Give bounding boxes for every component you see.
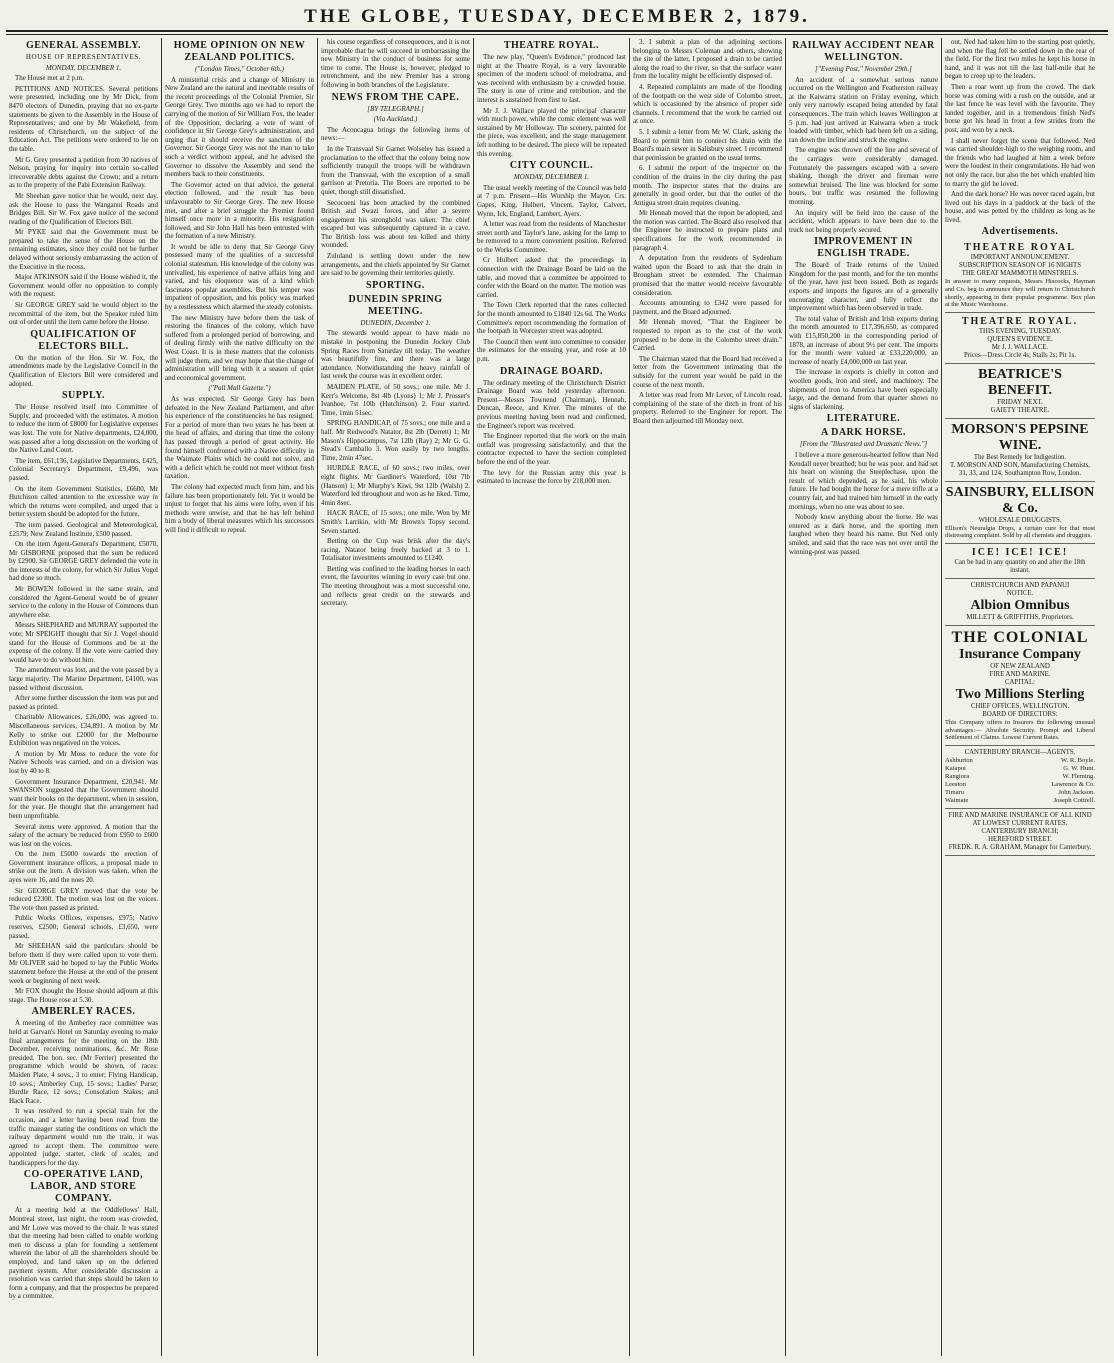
article-paragraph: The increase in exports is chiefly in cotton and woollen goods, iron and steel, and machinery. The shipments of iron to America have been especially large, and the demand from that quarter shows no signs of slackening. — [789, 368, 938, 411]
article-paragraph: The ordinary meeting of the Christchurch District Drainage Board was held yesterday afternoon. Present—Messrs Townend (Chairman), Hennah, Duncan, Reece, and Kiver. The minutes of the previous meeting having been read and confirmed, the Engineer's report was received. — [477, 378, 626, 430]
article-paragraph: The new play, "Queen's Evidence," produced last night at the Theatre Royal, is a very favourable specimen of the modern school of melodrama, and was received with enthusiasm by a crowded house. The story is one of crime and retribution, and the interest is sustained from first to last. — [477, 53, 626, 104]
agent-name: John Jackson. — [1058, 788, 1095, 796]
article-paragraph: The Aconcagua brings the following items of news:— — [321, 125, 470, 143]
article-paragraph: On the item Government Statistics, £6600, Mr Hutchison called attention to the excessive way in which the returns were compiled, and urged that a better system should be adopted for the future. — [9, 484, 158, 519]
article-paragraph: Mr G. Grey presented a petition from 30 natives of Nelson, praying for inquiry into certain so-called irrecoverable debts against the Crown; and a return as to the property of the Pabi Extension Railway. — [9, 155, 158, 190]
article-heading: NEWS FROM THE CAPE. — [331, 91, 460, 103]
ad-text: CHIEF OFFICES, WELLINGTON. — [970, 703, 1070, 711]
article-paragraph: Nobody knew anything about the horse. He was entered as a dark horse, and the sporting men laughed when they heard his name. But Ned only smiled, and said that the race was not over until the winning-post was passed. — [789, 513, 938, 556]
article-dateline: DUNEDIN, December 1. — [360, 318, 431, 327]
agent-town: Timaru — [945, 788, 965, 796]
masthead-rule — [6, 32, 1108, 35]
article-dateline: [BY TELEGRAPH.] — [367, 104, 424, 113]
ad-text: AT LOWEST CURRENT RATES. — [972, 819, 1068, 827]
article-paragraph: The stewards would appear to have made no mistake in postponing the Dunedin Jockey Club Spring Races from Saturday till today. The weather was beautifully fine, and there was a large attendance. Notwithstanding the heavy rainfall of last week the course was in excellent order. — [321, 329, 470, 381]
article-heading: CO-OPERATIVE LAND, LABOR, AND STORE COMPANY. — [23, 1169, 144, 1205]
article-dateline: MONDAY, DECEMBER 1. — [45, 63, 122, 72]
article-paragraph: Mr PYKE said that the Government must be prepared to take the sense of the House on the remaining estimates, since they could not be further delayed without seriously embarrassing the action of the Executive in the recess. — [9, 228, 158, 271]
masthead: THE GLOBE, TUESDAY, DECEMBER 2, 1879. — [6, 4, 1108, 32]
article-paragraph: 4. Repeated complaints are made of the flooding of the footpath on the west side of Colombo street, which is occasioned by the absence of proper side channels. I recommend that the work be carried out at once. — [633, 82, 782, 126]
ad-text: The Best Remedy for Indigestion. — [973, 453, 1067, 461]
agent-row — [945, 765, 1095, 773]
article-paragraph: On the item £5000 towards the erection of Government insurance offices, a proposal made to strike out the item. A division was taken, when the ayes were 16, and the noes 20. — [9, 850, 158, 885]
article-paragraph: Mr J. J. Wallace played the principal character with much power, while the comic element was well sustained by Mr Holloway. The scenery, painted for the piece, was excellent, and the stage management left nothing to be desired. The piece will be repeated this evening. — [477, 106, 626, 158]
article-paragraph: Mr Hennah moved that the report be adopted, and the motion was carried. The Board also resolved that the Engineer be instructed to prepare plans and specifications for the work recommended in paragraph 4. — [633, 209, 782, 252]
ad-text: SAINSBURY, ELLISON & Co. — [945, 484, 1095, 516]
article-heading: QUALIFICATION OF ELECTORS BILL. — [30, 328, 137, 352]
column-7 — [942, 38, 1098, 1356]
article-paragraph: The engine was thrown off the line and several of the carriages were considerably damaged. Fortunately the passengers escaped with a severe shaking, though the driver and fireman were somewhat bruised. The line was blocked for some hours, but traffic was resumed the following morning. — [789, 146, 938, 206]
article-paragraph: out, Ned had taken him to the starting post quietly, and when the flag fell he settled down in the rear of the field. For the first two miles he kept his horse in hand, and it was not till the last half-mile that he began to creep up to the leaders. — [945, 38, 1095, 81]
article-paragraph: The amendment was lost, and the vote passed by a large majority. The Marine Department, £4100, was passed without discussion. — [9, 666, 158, 692]
ad-text: ICE! ICE! ICE! — [971, 547, 1069, 559]
ad-text: MORSON'S PEPSINE WINE. — [951, 421, 1089, 453]
column-4 — [474, 38, 630, 1356]
article-paragraph: The item passed. Geological and Meteorological, £2579; New Zealand Institute, £500 passed. — [9, 520, 158, 538]
article-paragraph: On the item Agent-General's Department, £5070, Mr GISBORNE proposed that the sum be reduced by £2900. Sir GEORGE GREY defended the vote in the interests of the colony, for which Sir Julius Vogel had done so much. — [9, 540, 158, 583]
article-paragraph: On the motion of the Hon. Sir W. Fox, the amendments made by the Legislative Council in the Qualification of Electors Bill were considered and adopted. — [9, 353, 158, 388]
ad-text: HEREFORD STREET. — [988, 835, 1052, 843]
article-heading: Advertisements. — [981, 226, 1059, 238]
agent-name: G. W. Hunt. — [1063, 764, 1095, 772]
agent-name: W. Fleming. — [1062, 772, 1095, 780]
article-paragraph: After some further discussion the item was put and passed as printed. — [9, 694, 158, 711]
article-paragraph: MAIDEN PLATE, of 50 sovs.; one mile. Mr J. Kerr's Welcome, 8st 4lb (Lyons) 1; Mr J. Prosser's Ivanhoe, 7st 10lb (Hutchinson) 2. Four started. Time, 1min 51sec. — [321, 383, 470, 417]
article-heading: A DARK HORSE. — [820, 427, 907, 439]
article-paragraph: Mr Sheehan gave notice that he would, next day, ask the House to pass the Wanganui Roads and Bridges Bill. Sir W. Fox gave notice of the second reading of the Qualification of Electors Bill. — [9, 191, 158, 226]
ad-text: QUEEN'S EVIDENCE. — [987, 335, 1053, 343]
advertisement — [945, 239, 1095, 312]
article-paragraph: An accident of a somewhat serious nature occurred on the Wellington and Featherston railway at the Kaiwarra station on Friday evening, which only very narrowly escaped being attended by fatal consequences. The train which leaves Wellington at 5 p.m. had just arrived at Kaiwarra when a truck loaded with timber, which had been left on a siding, ran down the incline and struck the engine. — [789, 75, 938, 144]
article-paragraph: Charitable Allowances, £26,000, was agreed to. Miscellaneous services, £34,891. A motion by Mr Kelly to strike out £2000 for the Melbourne Exhibition was negatived on the voices. — [9, 713, 158, 748]
column-1 — [6, 38, 162, 1356]
ad-text: Insurance Company — [959, 647, 1081, 663]
ad-text: BEATRICE'S BENEFIT. — [978, 366, 1062, 398]
ad-text: T. MORSON AND SON, Manufacturing Chemists, 31, 33, and 124, Southampton Row, London. — [950, 461, 1090, 477]
article-heading: RAILWAY ACCIDENT NEAR WELLINGTON. — [792, 40, 935, 63]
ad-text: FREDK. R. A. GRAHAM, Manager for Canterbury. — [948, 843, 1092, 851]
ad-text: SUBSCRIPTION SEASON OF 16 NIGHTS — [959, 262, 1081, 270]
article-heading: SUPPLY. — [61, 390, 106, 402]
ad-text: NOTICE. — [1006, 590, 1034, 598]
article-paragraph: The House resolved itself into Committee of Supply, and proceeded with the estimates. A motion to reduce the item of £8000 for Legislative expenses was lost. The vote for Native departments, £24,000, was passed after a long discussion on the working of the Native Land Court. — [9, 403, 158, 455]
article-paragraph: Public Works Offices, expenses, £975; Native reserves, £2500; General schools, £3,650, were passed. — [9, 914, 158, 940]
article-heading: AMBERLEY RACES. — [31, 1006, 136, 1018]
article-paragraph: Then a roar went up from the crowd. The dark horse was coming with a rush on the outside, and at the last fence he was level with the favourite. They landed together, and in a tremendous finish Ned's horse got his head in front a few strides from the post, and won by a neck. — [945, 82, 1095, 134]
article-paragraph: The item, £61,136, Legislative Departments, £425, Colonial Secretary's Department, £9,496, was passed. — [9, 456, 158, 482]
article-paragraph: HACK RACE, of 15 sovs.; one mile. Won by Mr Smith's Larrikin, with Mr Brown's Topsy second. Seven started. — [321, 509, 470, 535]
article-paragraph: The Council then went into committee to consider the estimates for the ensuing year, and rose at 10 p.m. — [477, 337, 626, 363]
article-paragraph: I believe a more generous-hearted fellow than Ned Kendall never breathed; but he was poor, and had set his heart on winning the Steeplechase, upon the result of which depended, as he said, his whole future. He had bought the horse for a mere trifle at a country fair, and had trained him himself in the early mornings, when no one was about to see. — [789, 450, 938, 511]
ad-text: FIRE AND MARINE INSURANCE OF ALL KIND — [948, 811, 1092, 819]
article-dateline: (Via Auckland.) — [373, 115, 418, 124]
article-paragraph: As was expected, Sir George Grey has been defeated in the New Zealand Parliament, and after his experience of the constituencies he has resigned. For a period of more than two years he has been at the head of affairs, and during that time the colony has passed through a period of great activity. He found himself confronted with a Native difficulty in the Waimate Plains which he could not solve, and with a deficit which he could not meet without fresh taxation. — [165, 394, 314, 481]
article-dateline: ["Evening Post," November 29th.] — [815, 65, 912, 73]
article-paragraph: Betting was confined to the leading horses in each event, the favourites winning in every case but one. The meeting throughout was a most successful one, and reflects great credit on the stewards and secretary. — [321, 564, 470, 608]
article-paragraph: The Governor acted on that advice, the general election followed, and the result has been unfavourable to Sir George Grey. The new House met, and after a brief struggle the Premier found himself once more in a minority. His resignation followed, and Sir John Hall has been entrusted with the formation of a new Ministry. — [165, 180, 314, 241]
ad-text: CANTERBURY BRANCH; — [981, 827, 1059, 835]
article-paragraph: I shall never forget the scene that followed. Ned was carried shoulder-high to the weighing room, and the friends who had laughed at him a week before were the loudest in their congratulations. He had won not only the race, but also the bet which enabled him to marry the girl he loved. — [945, 136, 1095, 188]
article-paragraph: Messrs SHEPHARD and MURRAY supported the vote; Mr SPEIGHT thought that Sir J. Vogel should stand for the House of Commons and be at the expense of the colony. If the vote were carried they would have to do without him. — [9, 621, 158, 664]
article-paragraph: HURDLE RACE, of 60 sovs.; two miles, over eight flights. Mr Gardiner's Waterford, 10st 7lb (Hanson) 1; Mr Murphy's Kiwi, 9st 12lb (Walsh) 2. Waterford led throughout and won as he liked. Time, 4min 8sec. — [321, 464, 470, 507]
article-heading: CITY COUNCIL. — [509, 160, 594, 172]
ad-text: This Company offers to Insurers the following unusual advantages:— Absolute Security. Prompt and Liberal Settlement of Claims. Lowest Current Rates. — [945, 719, 1095, 742]
ad-text: MILLETT & GRIFFITHS, Proprietors. — [966, 614, 1074, 622]
ad-text: In answer to many requests, Messrs Hiscocks, Hayman and Co. beg to announce they will return to Christchurch shortly, appearing in their popular programme. Box plan at the Music Warehouse. — [945, 278, 1095, 309]
article-paragraph: Mr SHEEHAN said the particulars should be before them if they were called upon to vote them. Mr OLIVER said he hoped to lay the Public Works statement before the House at the end of the present week or beginning of next week. — [9, 942, 158, 985]
article-paragraph: Sir GEORGE GREY said he would object to the recommittal of the item, but the Speaker ruled him out of order until the item came before the House. — [9, 301, 158, 327]
article-paragraph: At a meeting held at the Oddfellows' Hall, Montreal street, last night, the room was crowded, and Mr Lowe was moved to the chair. It was stated that the meeting had been called to enable working men to discuss a plan for founding a settlement wherein the labor of all the shareholders should be employed, and land taken up on the deferred payment system. After considerable discussion a resolution was carried that steps should be taken to form a company, and that the prospectus be prepared by a committee. — [9, 1206, 158, 1301]
advertisement — [945, 579, 1095, 626]
advertisement — [945, 544, 1095, 579]
article-paragraph: Mr BOWEN followed in the same strain, and considered the Agent-General would be of greater service to the colony in the House of Commons than anywhere else. — [9, 585, 158, 619]
article-paragraph: A letter was read from Mr Lever, of Lincoln road, complaining of the state of the ditch in front of his property. Referred to the Engineer for report. The Board then adjourned till Monday next. — [633, 391, 782, 425]
ad-text: Can be had in any quantity on and after the 18th instant. — [954, 559, 1086, 575]
article-paragraph: Sir GEORGE GREY moved that the vote be reduced £2300. The motion was lost on the voices. The vote then passed as printed. — [9, 886, 158, 912]
agent-town: Waimate — [945, 796, 969, 804]
advertisement — [945, 809, 1095, 856]
ad-text: Mr J. J. WALLACE. — [991, 343, 1049, 351]
column-3 — [318, 38, 474, 1356]
article-paragraph: Mr Hennah moved, "That the Engineer be requested to report as to the cost of the work proposed to be done in the Colombo street drain." Carried. — [633, 318, 782, 353]
ad-text: Albion Omnibus — [970, 598, 1070, 614]
article-heading: SPORTING. — [366, 279, 425, 291]
agent-name: W. R. Boyle. — [1060, 756, 1095, 764]
agent-row — [945, 797, 1095, 805]
article-heading: THEATRE ROYAL. — [503, 40, 600, 51]
article-heading: DRAINAGE BOARD. — [499, 365, 604, 377]
article-paragraph: A deputation from the residents of Sydenham waited upon the Board to ask that the drain in Brougham street be extended. The Chairman promised that the matter would receive favourable consideration. — [633, 254, 782, 297]
ad-text: OF NEW ZEALAND — [990, 663, 1050, 671]
article-paragraph: It would be idle to deny that Sir George Grey possessed many of the qualities of a successful colonial statesman. His knowledge of the colony was unrivalled, his experience of native affairs long and varied, and his eloquence was of a kind which fascinates popular assemblies. But his temper was impatient of opposition, and his policy was marked by a restlessness which alarmed the steady colonists. — [165, 242, 314, 312]
advertisement — [945, 313, 1095, 364]
ad-text: FIRE AND MARINE. — [989, 671, 1051, 679]
article-heading: DUNEDIN SPRING MEETING. — [348, 293, 443, 317]
ad-text: GAIETY THEATRE. — [990, 406, 1050, 414]
article-paragraph: SPRING HANDICAP, of 75 sovs.; one mile and a half. Mr Redwood's Natator, 8st 2lb (Derrett) 1; Mr Mason's Hippocampus, 7st 12lb (Ray) 2; Mr G. G. Stead's Camballo 3. Won easily by two lengths. Time, 2min 47sec. — [321, 419, 470, 462]
article-paragraph: And the dark horse? He was never raced again, but lived out his days in a paddock at the back of the house, and was petted by the children as long as he lived. — [945, 190, 1095, 224]
article-paragraph: The Board of Trade returns of the United Kingdom for the past month, and for the ten months of the year, have just been issued. Both as regards exports and imports the figures are of a generally encouraging character, and fully reflect the improvement which has been observed in trade. — [789, 261, 938, 313]
ad-text: THE COLONIAL — [951, 629, 1089, 647]
article-paragraph: Accounts amounting to £342 were passed for payment, and the Board adjourned. — [633, 299, 782, 316]
agent-row — [945, 757, 1095, 765]
article-paragraph: Mr FOX thought the House should adjourn at this stage. The House rose at 5.30. — [9, 987, 158, 1004]
article-dateline: ("London Times," October 6th.) — [195, 65, 284, 73]
article-paragraph: 3. I submit a plan of the adjoining sections belonging to Messrs Coleman and others, showing the site of the latter, I proposed a drain to be carried along the road to the river, so that the surface water from the locality might be efficiently disposed of. — [633, 38, 782, 81]
ad-text: Prices—Dress Circle 4s; Stalls 2s; Pit 1s. — [964, 351, 1076, 359]
advertisement — [945, 482, 1095, 544]
agent-town: Ashburton — [945, 756, 973, 764]
article-paragraph: Government Insurance Department, £20,941. Mr SWANSON suggested that the Government should want their books on the department, when in session, for the year. He thought that the arrangement had been unprofitable. — [9, 777, 158, 820]
advertisement — [945, 626, 1095, 746]
article-paragraph: A motion by Mr Moss to reduce the vote for Native Schools was carried, and on a division was lost by 40 to 8. — [9, 749, 158, 775]
agent-town: Kaiapoi — [945, 764, 966, 772]
columns — [6, 38, 1108, 1356]
article-dateline: ("Pall Mall Gazette.") — [208, 384, 271, 393]
article-paragraph: Cr Hulbert asked that the proceedings in connection with the Drainage Board be laid on the table, and moved that a committee be appointed to confer with the Board on the matter. The motion was carried. — [477, 256, 626, 299]
column-5 — [630, 38, 786, 1356]
article-paragraph: Secocoeni has been attacked by the combined British and Swazi forces, and after a severe engagement his stronghold was taken. The chief escaped but was subsequently captured in a cave. The British loss was about ten killed and thirty wounded. — [321, 198, 470, 250]
agents-title: CANTERBURY BRANCH—AGENTS. — [964, 748, 1076, 756]
ad-text: CAPITAL: — [1004, 679, 1036, 687]
article-paragraph: 5. I submit a letter from Mr W. Clark, asking the Board to permit him to connect his drain with the Board's main sewer in Salisbury street. I recommend that permission be granted on the usual terms. — [633, 127, 782, 162]
agent-name: Lawrence & Co. — [1051, 780, 1095, 788]
article-paragraph: Zululand is settling down under the new arrangements, and the chiefs appointed by Sir Garnet are said to be governing their territories quietly. — [321, 252, 470, 278]
article-paragraph: The Town Clerk reported that the rates collected for the month amounted to £1840 12s 6d. The Works Committee's report recommending the formation of the footpath in Worcester street was adopted. — [477, 301, 626, 336]
article-subheading: HOUSE OF REPRESENTATIVES. — [25, 53, 142, 61]
article-paragraph: The Engineer reported that the work on the main outfall was progressing satisfactorily, and that the contractor expected to have the section completed before the end of the year. — [477, 432, 626, 466]
ad-text: THEATRE ROYAL. — [961, 315, 1079, 327]
agent-row — [945, 789, 1095, 797]
ad-text: Ellison's Neuralgia Drops, a certain cure for that most distressing complaint. Sold by all chemists and druggists. — [945, 524, 1095, 540]
agent-row — [945, 781, 1095, 789]
advertisement — [945, 419, 1095, 482]
agent-town: Leeston — [945, 780, 966, 788]
article-paragraph: 6. I submit the report of the inspector on the condition of the drains in the city during the past month. The inspector states that the drains are generally in good order, but that the outlet of the Antigua street drain requires cleaning. — [633, 164, 782, 207]
article-dateline: [From the "Illustrated and Dramatic News."] — [799, 440, 928, 449]
article-heading: HOME OPINION ON NEW ZEALAND POLITICS. — [173, 40, 306, 63]
ad-text: Two Millions Sterling — [955, 687, 1085, 703]
article-paragraph: Betting on the Cup was brisk after the day's racing, Natator being freely backed at 3 to 1. Totalisator investments amounted to £1240. — [321, 537, 470, 563]
article-paragraph: The Chairman stated that the Board had received a letter from the Government intimating that the subsidy for the current year would be paid in the course of the next month. — [633, 354, 782, 389]
agent-town: Rangiora — [945, 772, 970, 780]
article-heading: GENERAL ASSEMBLY. — [25, 40, 142, 51]
article-paragraph: An inquiry will be held into the cause of the accident, which appears to have been due to the truck not being properly secured. — [789, 208, 938, 234]
article-paragraph: PETITIONS AND NOTICES. Several petitions were presented, including one by Mr Dick, from 8470 electors of Dunedin, praying that no ex-parte statements be given to the Assembly in the House of Representatives; and one by Mr Wakefield, from residents of Christchurch, on the subject of the Education Act. The petitions were ordered to lie on the table. — [9, 84, 158, 153]
article-paragraph: his course regardless of consequences, and it is not improbable that he will succeed in embarrassing the new Ministry in the conduct of business for some time to come. The House is, however, pledged to retrenchment, and the new Premier has a strong following in both branches of the Legislature. — [321, 38, 470, 89]
article-paragraph: The new Ministry have before them the task of restoring the finances of the colony, which have suffered from a prolonged period of borrowing, and of dealing firmly with the native difficulty on the West Coast. It is in these matters that the colonists will judge them, and we may hope that the change of administration will bring with it a season of quiet and economical government. — [165, 313, 314, 382]
article-heading: LITERATURE. — [826, 413, 901, 425]
article-paragraph: Several items were approved. A motion that the salary of the actuary be reduced from £950 to £600 was lost on the voices. — [9, 822, 158, 848]
ad-text: FRIDAY NEXT. — [997, 398, 1043, 406]
article-paragraph: A ministerial crisis and a change of Ministry in New Zealand are the natural and inevitable results of the recent proceedings of the Colonial Premier, Sir George Grey. Two months ago we had to report the carrying of the motion of Sir William Fox, the leader of the Opposition, declaring a vote of want of confidence in Sir George Grey's administration, and urging that it should receive the sanction of the Governor. Sir George Grey was not the man to take such a verdict without appeal, and he advised the Governor to dissolve the Assembly and send the members back to their constituents. — [165, 75, 314, 179]
agent-name: Joseph Cottrell. — [1053, 796, 1095, 804]
ad-text: THEATRE ROYAL — [964, 242, 1076, 254]
ad-text: CHRISTCHURCH AND PAPANUI — [970, 582, 1070, 590]
newspaper-page — [6, 4, 1108, 1359]
article-paragraph: In the Transvaal Sir Garnet Wolseley has issued a proclamation to the effect that the colony being now sufficiently tranquil the troops will be withdrawn from the Transvaal, with the exception of a small garrison at Pretoria. The Boers are reported to be quiet, though still dissatisfied. — [321, 144, 470, 196]
article-paragraph: The levy for the Russian army this year is estimated to increase the force by 218,000 men. — [477, 468, 626, 486]
article-dateline: MONDAY, DECEMBER 1. — [513, 173, 590, 182]
article-paragraph: The colony had expected much from him, and his failure has been proportionately felt. Yet it would be unjust to forget that his aims were lofty, even if his methods were unwise, and that he has left behind him a body of liberal measures which his successors will find it difficult to repeal. — [165, 482, 314, 534]
article-paragraph: The total value of British and Irish exports during the month amounted to £17,396,650, as compared with £15,850,200 in the corresponding period of 1878, an increase of about 9½ per cent. The imports for the month were valued at £33,220,000, an increase of nearly £4,000,000 on last year. — [789, 314, 938, 366]
article-heading: IMPROVEMENT IN ENGLISH TRADE. — [814, 236, 913, 260]
article-paragraph: The House met at 2 p.m. — [15, 74, 85, 83]
advertisement — [945, 364, 1095, 419]
agents-list — [945, 746, 1095, 809]
agent-row — [945, 773, 1095, 781]
article-paragraph: A letter was read from the residents of Manchester street north and Taylor's lane, asking for the lamp to be removed to a more convenient position. Referred to the Works Committee. — [477, 220, 626, 254]
article-paragraph: The usual weekly meeting of the Council was held at 7 p.m. Present—His Worship the Mayor, Crs. Gapes, King, Hulbert, Vincent, Taylor, Calvert, Wynn, Ick, England, Lambert, Ayers. — [477, 183, 626, 218]
ad-text: BOARD OF DIRECTORS: — [982, 711, 1058, 719]
ad-text: THE GREAT MAMMOTH MINSTRELS. — [961, 270, 1079, 278]
column-2 — [162, 38, 318, 1356]
ad-text: IMPORTANT ANNOUNCEMENT. — [970, 254, 1070, 262]
article-paragraph: Major ATKINSON said if the House wished it, the Government would offer no opposition to comply with the request. — [9, 273, 158, 299]
column-6 — [786, 38, 942, 1356]
article-paragraph: It was resolved to run a special train for the occasion, and a letter having been read from the traffic manager stating the conditions on which the railway department would run the train, it was agreed to accept them. The committee were appointed judge, starter, clerk of scales, and handicappers for the day. — [9, 1107, 158, 1167]
article-paragraph: A meeting of the Amberley race committee was held at Garvan's Hotel on Saturday evening to make final arrangements for the meeting on the 18th December, receiving nominations, &c. Mr Rose presided. The hon. sec. (Mr Ferrier) presented the programme which would be shown, of races: Maiden Plate, 4 sovs., 3 to enter; Flying Handicap, 10 sovs.; Amberley Cup, 15 sovs.; Ladies' Purse; Hurdle Race, 12 sovs.; Consolation Stakes; and Hack Race. — [9, 1019, 158, 1105]
ad-text: WHOLESALE DRUGGISTS. — [978, 516, 1062, 524]
ad-text: THIS EVENING, TUESDAY. — [978, 327, 1062, 335]
